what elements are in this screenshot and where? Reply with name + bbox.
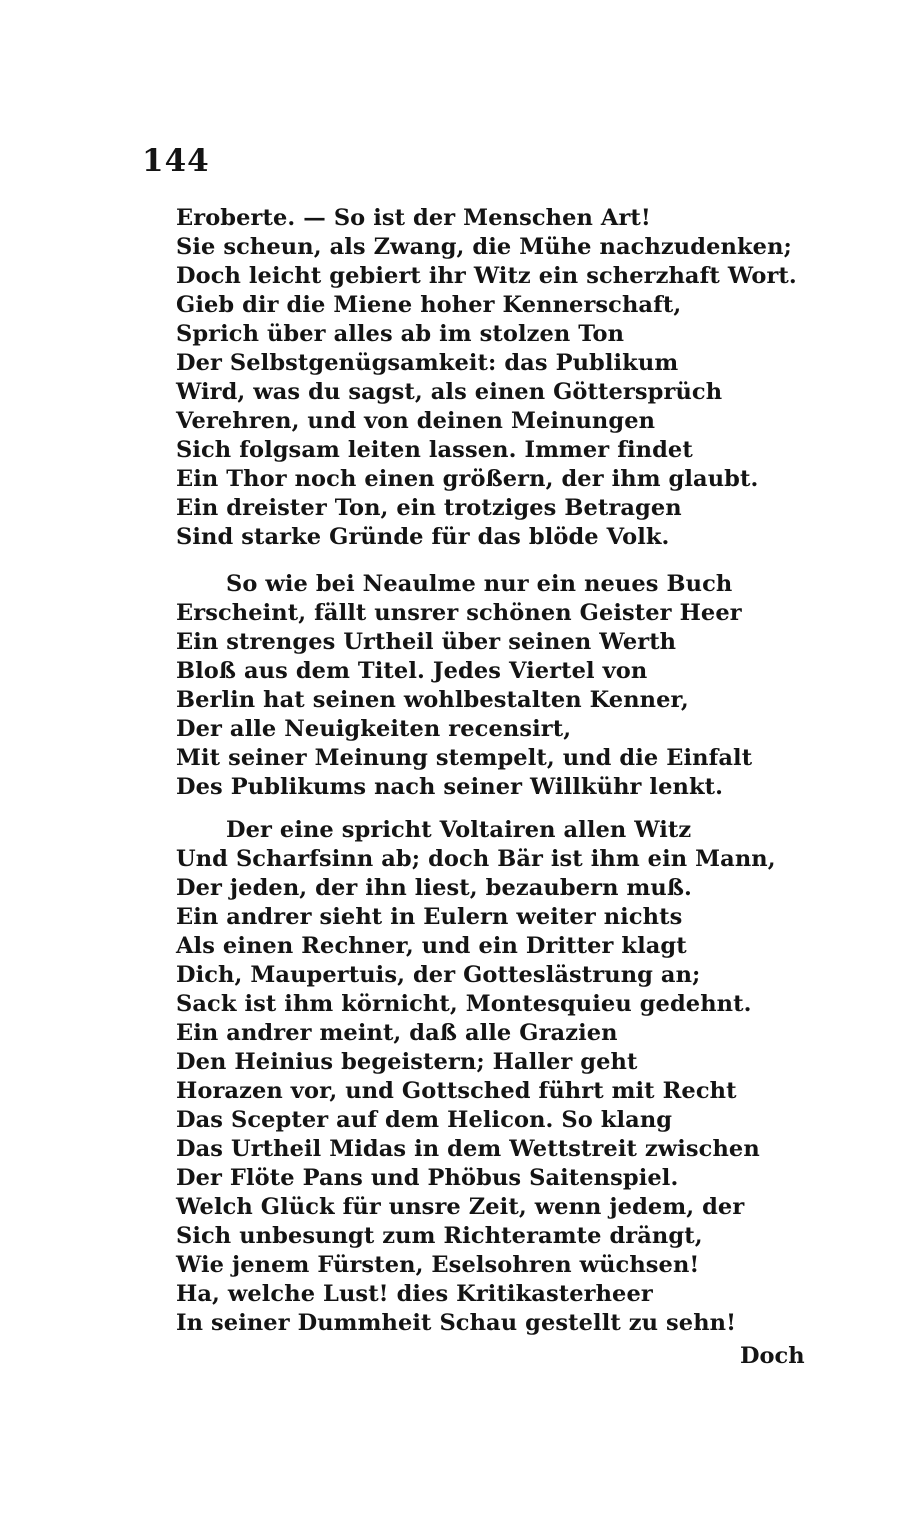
poem-line: Ein andrer sieht in Eulern weiter nichts xyxy=(176,904,683,930)
page-number: 144 xyxy=(142,143,210,179)
poem-line: Sind starke Gründe für das blöde Volk. xyxy=(176,524,670,550)
catchword: Doch xyxy=(740,1343,805,1369)
poem-line: Den Heinius begeistern; Haller geht xyxy=(176,1049,638,1075)
poem-line: Mit seiner Meinung stempelt, und die Einfalt xyxy=(176,745,753,771)
poem-line: In seiner Dummheit Schau gestellt zu sehn! xyxy=(176,1310,737,1336)
poem-line: Doch leicht gebiert ihr Witz ein scherzhaft Wort. xyxy=(176,263,797,289)
poem-line: Horazen vor, und Gottsched führt mit Recht xyxy=(176,1078,737,1104)
poem-line: Der Flöte Pans und Phöbus Saitenspiel. xyxy=(176,1165,679,1191)
poem-line: Eroberte. — So ist der Menschen Art! xyxy=(176,205,651,231)
poem-line: Und Scharfsinn ab; doch Bär ist ihm ein Mann, xyxy=(176,846,776,872)
poem-line: Gieb dir die Miene hoher Kennerschaft, xyxy=(176,292,682,318)
poem-line: Ha, welche Lust! dies Kritikasterheer xyxy=(176,1281,653,1307)
poem-line: Ein dreister Ton, ein trotziges Betragen xyxy=(176,495,682,521)
poem-line: Sprich über alles ab im stolzen Ton xyxy=(176,321,625,347)
poem-line: Verehren, und von deinen Meinungen xyxy=(176,408,656,434)
poem-line: Der alle Neuigkeiten recensirt, xyxy=(176,716,572,742)
poem-line: Das Urtheil Midas in dem Wettstreit zwischen xyxy=(176,1136,760,1162)
poem-line: Welch Glück für unsre Zeit, wenn jedem, der xyxy=(176,1194,745,1220)
poem-line: Ein strenges Urtheil über seinen Werth xyxy=(176,629,677,655)
poem-line: Ein andrer meint, daß alle Grazien xyxy=(176,1020,618,1046)
poem-line: Des Publikums nach seiner Willkühr lenkt. xyxy=(176,774,724,800)
poem-line: Wird, was du sagst, als einen Göttersprüch xyxy=(176,379,723,405)
poem-line: Der eine spricht Voltairen allen Witz xyxy=(226,817,692,843)
poem-line: Sich folgsam leiten lassen. Immer findet xyxy=(176,437,693,463)
poem-line: Als einen Rechner, und ein Dritter klagt xyxy=(176,933,687,959)
poem-line: Der jeden, der ihn liest, bezaubern muß. xyxy=(176,875,692,901)
poem-line: Ein Thor noch einen größern, der ihm glaubt. xyxy=(176,466,759,492)
poem-line: Bloß aus dem Titel. Jedes Viertel von xyxy=(176,658,648,684)
poem-line: Der Selbstgenügsamkeit: das Publikum xyxy=(176,350,679,376)
poem-line: Sie scheun, als Zwang, die Mühe nachzudenken; xyxy=(176,234,792,260)
poem-line: Das Scepter auf dem Helicon. So klang xyxy=(176,1107,673,1133)
poem-line: So wie bei Neaulme nur ein neues Buch xyxy=(226,571,733,597)
poem-line: Erscheint, fällt unsrer schönen Geister Heer xyxy=(176,600,742,626)
poem-line: Berlin hat seinen wohlbestalten Kenner, xyxy=(176,687,689,713)
poem-line: Sich unbesungt zum Richteramte drängt, xyxy=(176,1223,703,1249)
poem-line: Wie jenem Fürsten, Eselsohren wüchsen! xyxy=(176,1252,700,1278)
poem-line: Sack ist ihm körnicht, Montesquieu gedehnt. xyxy=(176,991,752,1017)
poem-line: Dich, Maupertuis, der Gotteslästrung an; xyxy=(176,962,701,988)
